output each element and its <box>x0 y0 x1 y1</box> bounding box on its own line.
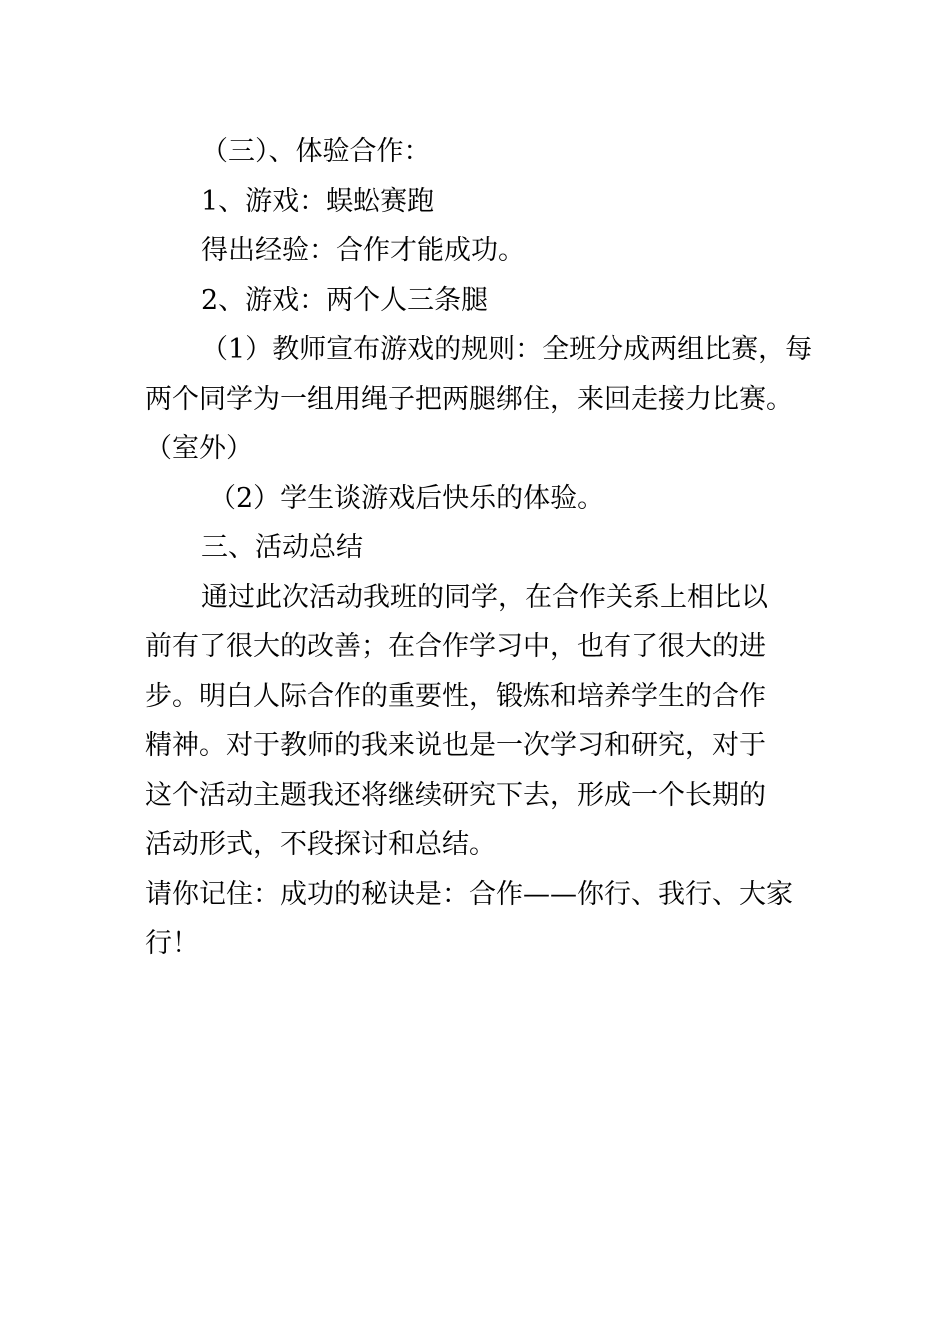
summary-line-1: 通过此次活动我班的同学，在合作关系上相比以 <box>201 581 768 613</box>
game-2-rules-paragraph <box>145 325 825 474</box>
summary-paragraph <box>145 573 825 870</box>
motto-paragraph <box>145 870 825 969</box>
summary-line-3: 步。明白人际合作的重要性，锻炼和培养学生的合作 <box>145 680 766 712</box>
motto-line-1: 请你记住：成功的秘诀是：合作——你行、我行、大家 <box>145 878 793 910</box>
summary-line-2: 前有了很大的改善；在合作学习中，也有了很大的进 <box>145 631 766 662</box>
game-2-rules-line-1: （1）教师宣布游戏的规则：全班分成两组比赛，每 <box>201 334 813 365</box>
game-2-rules-line-3: （室外） <box>145 433 253 464</box>
game-2-experience: （2）学生谈游戏后快乐的体验。 <box>209 482 605 514</box>
game-2-title: 2、游戏：两个人三条腿 <box>201 284 489 316</box>
summary-line-4: 精神。对于教师的我来说也是一次学习和研究，对于 <box>145 730 766 761</box>
game-1-conclusion: 得出经验：合作才能成功。 <box>201 235 525 266</box>
section-heading-activity-summary: 三、活动总结 <box>201 532 363 563</box>
motto-line-2: 行！ <box>145 928 199 959</box>
game-1-title: 1、游戏：蜈蚣赛跑 <box>201 185 435 217</box>
document-body <box>145 127 825 969</box>
summary-line-5: 这个活动主题我还将继续研究下去，形成一个长期的 <box>145 779 766 811</box>
summary-line-6: 活动形式，不段探讨和总结。 <box>145 829 496 860</box>
section-heading-experience-cooperation: （三）、体验合作： <box>201 136 431 167</box>
game-2-rules-line-2: 两个同学为一组用绳子把两腿绑住，来回走接力比赛。 <box>145 383 793 415</box>
